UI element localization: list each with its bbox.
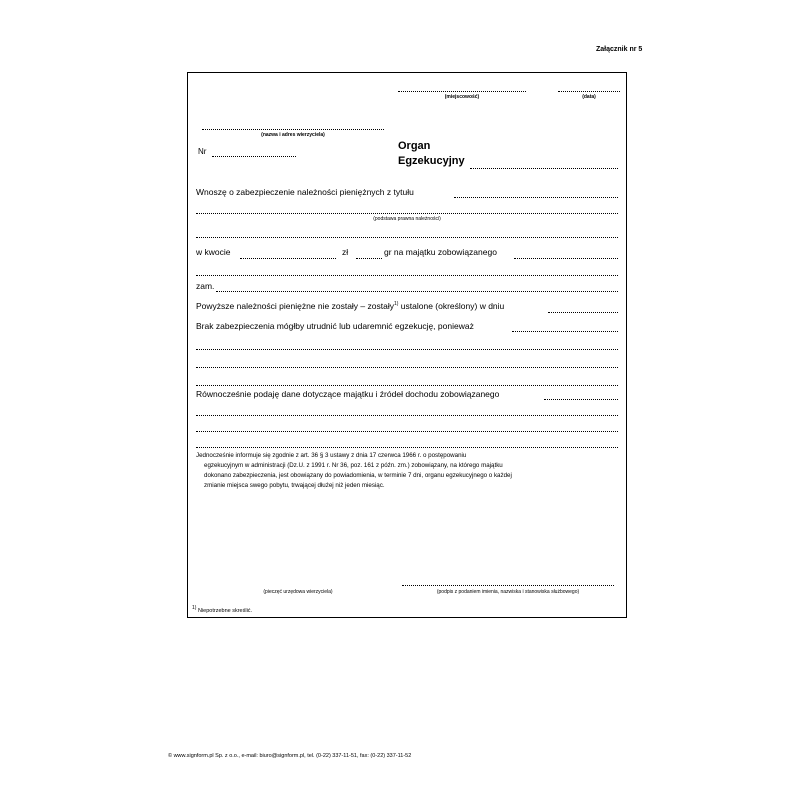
assets-line-3[interactable] [196,431,618,432]
creditor-line[interactable] [202,129,384,130]
publisher-footer: © www.signform.pl Sp. z o.o., e-mail: biuro@signform.pl, tel. (0-22) 337-11-51, fax: (0-22) 337-11-52 [168,753,412,759]
address-line[interactable] [216,291,618,292]
assets-line-4[interactable] [196,447,618,448]
reason-line-3[interactable] [196,367,618,368]
not-established-text: Powyższe należności pieniężne nie zostały – zostały$^{1)}$ ustalone (określony) w dniu [196,301,505,311]
nr-line[interactable] [212,156,296,157]
request-text: Wnoszę o zabezpieczenie należności pieniężnych z tytułu [196,187,414,197]
address-label: zam. [196,281,215,291]
stamp-caption: (pieczęć urzędowa wierzyciela) [263,589,333,595]
place-line[interactable] [398,91,526,92]
legal-basis-caption: (podstawa prawna należności) [373,216,441,222]
organ-title-line2: Egzekucyjny [398,155,465,167]
debtor-line-2[interactable] [196,275,618,276]
date-line[interactable] [558,91,620,92]
reason-text: Brak zabezpieczenia mógłby utrudnić lub udaremnić egzekucję, ponieważ [196,321,474,331]
signature-line[interactable] [402,585,614,586]
place-caption: (miejscowość) [444,94,480,100]
extra-line-1[interactable] [196,237,618,238]
footnote: $^{1)}$ Niepotrzebne skreślić. [192,605,253,614]
amount-label: w kwocie [196,247,231,257]
reason-line-1[interactable] [512,331,618,332]
form-sheet [187,72,627,618]
date-caption: (data) [582,94,596,100]
date-established-line[interactable] [548,312,618,313]
assets-line-2[interactable] [196,415,618,416]
signature-caption: (podpis z podaniem imienia, nazwiska i stanowiska służbowego) [436,589,580,595]
currency-zl: zł [342,247,349,257]
organ-title-line1: Organ [398,140,431,152]
reason-line-4[interactable] [196,385,618,386]
nr-label: Nr [198,147,207,156]
reason-line-2[interactable] [196,349,618,350]
assets-text: Równocześnie podaję dane dotyczące majątku i źródeł dochodu zobowiązanego [196,389,500,399]
assets-line-1[interactable] [544,399,618,400]
amount-gr-line[interactable] [356,258,382,259]
currency-gr-text: gr na majątku zobowiązanego [384,247,497,257]
title-line[interactable] [454,197,618,198]
amount-zl-line[interactable] [240,258,336,259]
organ-line[interactable] [470,168,618,169]
attachment-number: Załącznik nr 5 [596,46,643,53]
legal-basis-line[interactable] [196,213,618,214]
debtor-line[interactable] [514,258,618,259]
creditor-caption: (nazwa i adres wierzyciela) [261,132,325,138]
legal-notice: Jednocześnie informuje się zgodnie z art. 36 § 3 ustawy z dnia 17 czerwca 1966 r. o postępowaniu egzekucyjnym w administracji (Dz.U. z 1991 r. Nr 36, poz. 161 z późn. zm.) zobowiązany, na którego majątku dokonano zabezpieczenia, jest obowiązany do powiadomienia, w terminie 7 dni, organu egzekucyjnego o każdej zmianie miejsca swego pobytu, trwającej dłużej niż jeden miesiąc. [196,452,512,489]
